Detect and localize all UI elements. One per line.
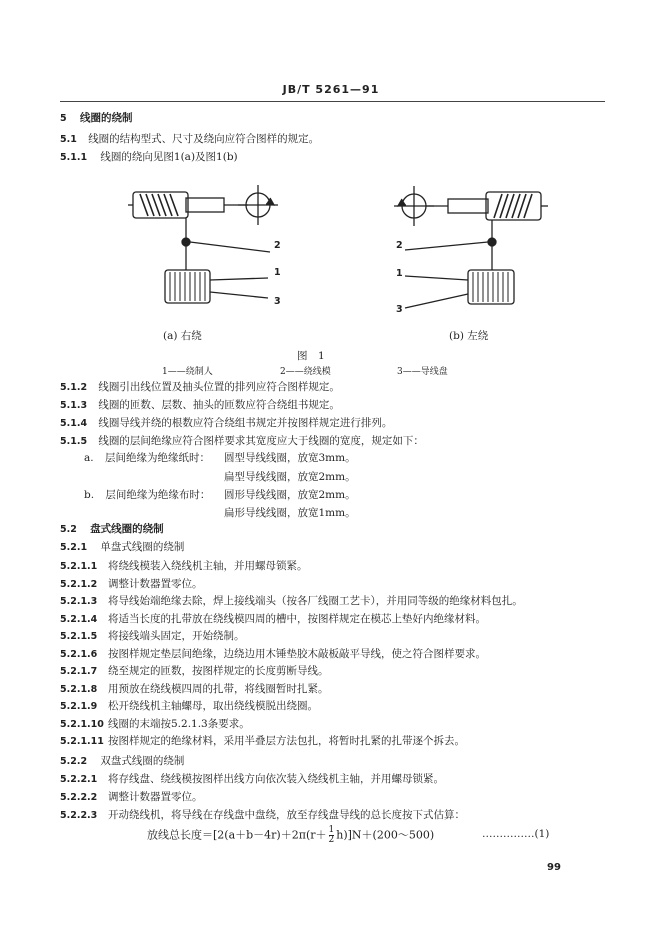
clause-line <box>60 595 523 608</box>
equation-number: ……………(1) <box>482 828 550 840</box>
insulation-b-flat: 扁形导线线圈，放宽1mm。 <box>224 507 356 519</box>
callout-3-b: 3 <box>396 304 403 315</box>
callout-2-b: 2 <box>396 240 403 251</box>
legend-item-2: 2——绕线模 <box>280 367 331 377</box>
clause-line <box>60 735 465 748</box>
clause-number: 5.2.1.10 <box>60 718 104 730</box>
clause-line <box>60 647 486 661</box>
clause-text: 松开绕线机主轴螺母，取出绕线模脱出绕圈。 <box>108 700 318 712</box>
clause-line <box>60 717 250 731</box>
figure-a-right-winding <box>128 185 278 303</box>
formula-fraction: $\frac{1}{2}$ <box>328 825 335 845</box>
figure-label-b: (b) 左绕 <box>449 330 489 342</box>
clause-text: 线圈的末端按5.2.1.3条要求。 <box>108 717 250 730</box>
callout-2-a: 2 <box>274 240 281 251</box>
document-header: JB/T 5261—91 <box>282 83 380 96</box>
section-number: 5 <box>60 113 67 124</box>
clause-number: 5.2.1.2 <box>60 578 98 590</box>
clause-5-1 <box>60 133 319 146</box>
clause-number: 5.2.1.4 <box>60 613 98 625</box>
figure-b-left-winding <box>394 186 548 308</box>
section-5-2-2: 5.2.2 双盘式线圈的绕制 <box>60 755 185 767</box>
clause-text: 线圈的结构型式、尺寸及绕向应符合图样的规定。 <box>88 133 320 145</box>
clause-text: 绕至规定的匝数，按图样规定的长度剪断导线。 <box>108 665 329 677</box>
clause-5-1-4: 5.1.4 线圈导线并绕的根数应符合绕组书规定并按图样规定进行排列。 <box>60 417 393 429</box>
clause-line <box>60 612 486 626</box>
clause-text: 将绕线模装入绕线机主轴，并用螺母锁紧。 <box>108 560 308 572</box>
clause-text: 将适当长度的扎带放在绕线模四周的槽中，按图样规定在模芯上垫好内绝缘材料。 <box>108 612 486 625</box>
insulation-a-round: 圆型导线线圈，放宽3mm。 <box>224 452 356 464</box>
clause-number: 5.2.2.2 <box>60 792 98 803</box>
clause-text: 线圈的绕向见图1(a)及图1(b) <box>100 151 238 163</box>
callout-1-b: 1 <box>396 268 403 279</box>
clause-line <box>60 809 465 822</box>
clause-text: 将接线端头固定，开始绕制。 <box>108 630 245 642</box>
clause-number: 5.2.1.8 <box>60 683 98 695</box>
page-number: 99 <box>547 862 561 873</box>
clause-text: 按图样规定的绝缘材料，采用半叠层方法包扎，将暂时扎紧的扎带逐个拆去。 <box>108 735 465 747</box>
clause-number: 5.2.1.11 <box>60 736 104 747</box>
legend-item-1: 1——绕制人 <box>162 367 213 377</box>
header-rule <box>60 101 605 102</box>
list-item-b: b. 层间绝缘为绝缘布时： <box>84 489 211 501</box>
clause-text: 开动绕线机，将导线在存线盘中盘绕，放至存线盘导线的总长度按下式估算： <box>108 809 465 821</box>
section-title: 线圈的绕制 <box>79 112 133 124</box>
clause-line <box>60 682 329 696</box>
clause-text: 调整计数器置零位。 <box>108 791 203 803</box>
clause-5-1-5: 5.1.5 线圈的层间绝缘应符合图样要求其宽度应大于线圈的宽度，规定如下： <box>60 435 424 447</box>
clause-line <box>60 560 308 573</box>
clause-line <box>60 630 245 643</box>
section-5-2-1: 5.2.1 单盘式线圈的绕制 <box>60 541 185 553</box>
formula: 放线总长度＝[2(a＋b－4r)＋2π(r＋ $\frac{1}{2}$ h)]N＋(200～500) <box>147 825 435 845</box>
clause-5-1-2: 5.1.2 线圈引出线位置及抽头位置的排列应符合图样规定。 <box>60 381 340 393</box>
clause-text: 用预放在绕线模四周的扎带，将线圈暂时扎紧。 <box>108 682 329 695</box>
clause-number: 5.2.1.1 <box>60 561 98 572</box>
list-item-a: a. 层间绝缘为绝缘纸时： <box>84 452 210 464</box>
figure-label-a: (a) 右绕 <box>163 330 202 342</box>
clause-text: 将存线盘、绕线模按图样出线方向依次装入绕线机主轴，并用螺母锁紧。 <box>108 773 444 785</box>
insulation-a-flat: 扁型导线线圈，放宽2mm。 <box>224 471 356 483</box>
clause-number: 5.2.1.6 <box>60 648 98 660</box>
clause-line <box>60 665 329 678</box>
section-5-2: 5.2 盘式线圈的绕制 <box>60 523 164 535</box>
clause-line <box>60 791 203 804</box>
figure-winding-direction <box>0 180 662 350</box>
clause-number: 5.2.1.3 <box>60 596 98 607</box>
clause-line <box>60 700 318 713</box>
clause-5-1-3: 5.1.3 线圈的匝数、层数、抽头的匝数应符合绕组书规定。 <box>60 399 340 411</box>
clause-number: 5.2.1.5 <box>60 631 98 642</box>
clause-number: 5.2.1.7 <box>60 666 98 677</box>
legend-item-3: 3——导线盘 <box>397 367 448 377</box>
clause-5-1-1 <box>60 151 238 164</box>
clause-line <box>60 577 203 591</box>
insulation-b-round: 圆形导线线圈，放宽2mm。 <box>224 489 356 501</box>
clause-text: 调整计数器置零位。 <box>108 577 203 590</box>
clause-number: 5.2.2.1 <box>60 774 98 785</box>
callout-3-a: 3 <box>274 296 281 307</box>
clause-number: 5.2.2.3 <box>60 810 98 821</box>
clause-number: 5.2.1.9 <box>60 701 98 712</box>
clause-number: 5.1 <box>60 134 77 145</box>
clause-text: 按图样规定垫层间绝缘，边绕边用木锤垫胶木敲板敲平导线，使之符合图样要求。 <box>108 647 486 660</box>
clause-text: 将导线始端绝缘去除，焊上接线端头（按各厂线圈工艺卡），并用同等级的绝缘材料包扎。 <box>108 595 523 607</box>
clause-line <box>60 773 444 786</box>
section-5 <box>60 112 132 125</box>
callout-1-a: 1 <box>274 267 281 278</box>
clause-number: 5.1.1 <box>60 152 88 163</box>
figure-title: 图 1 <box>297 350 325 362</box>
